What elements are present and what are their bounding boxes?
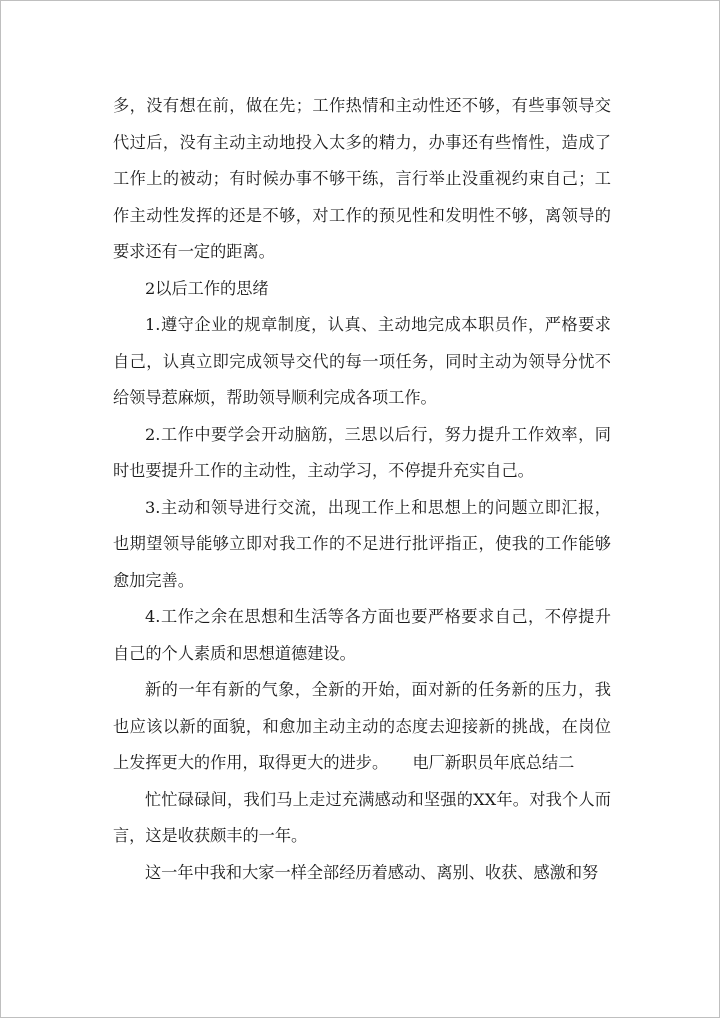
list-item-2: 2.工作中要学会开动脑筋，三思以后行，努力提升工作效率，同时也要提升工作的主动性，主动学习，不停提升充实自己。 xyxy=(113,424,611,480)
paragraph-busy-year: 忙忙碌碌间，我们马上走过充满感动和坚强的XX年。对我个人而言，这是收获颇丰的一年。 xyxy=(113,789,611,845)
paragraph-new-year: 新的一年有新的气象，全新的开始，面对新的任务新的压力，我也应该以新的面貌，和愈加主动主动的态度去迎接新的挑战，在岗位上发挥更大的作用，取得更大的进步。 电厂新职员年底总结二 xyxy=(113,680,611,772)
document-body xyxy=(113,88,611,891)
section-heading: 2以后工作的思绪 xyxy=(145,278,269,298)
list-item-3: 3.主动和领导进行交流，出现工作上和思想上的问题立即汇报，也期望领导能够立即对我工作的不足进行批评指正，使我的工作能够愈加完善。 xyxy=(113,497,611,590)
list-item-1: 1.遵守企业的规章制度，认真、主动地完成本职员作，严格要求自己，认真立即完成领导交代的每一项任务，同时主动为领导分忧不给领导惹麻烦，帮助领导顺利完成各项工作。 xyxy=(113,315,611,407)
paragraph-experiences: 这一年中我和大家一样全部经历着感动、离别、收获、感激和努 xyxy=(145,862,599,882)
list-item-4: 4.工作之余在思想和生活等各方面也要严格要求自己，不停提升自己的个人素质和思想道德建设。 xyxy=(113,607,611,663)
paragraph-continuation: 多，没有想在前，做在先；工作热情和主动性还不够，有些事领导交代过后，没有主动主动地投入太多的精力，办事还有些惰性，造成了工作上的被动；有时候办事不够干练，言行举止没重视约束自己；工作主动性发挥的还是不够，对工作的预见性和发明性不够，离领导的要求还有一定的距离。 xyxy=(113,96,611,261)
